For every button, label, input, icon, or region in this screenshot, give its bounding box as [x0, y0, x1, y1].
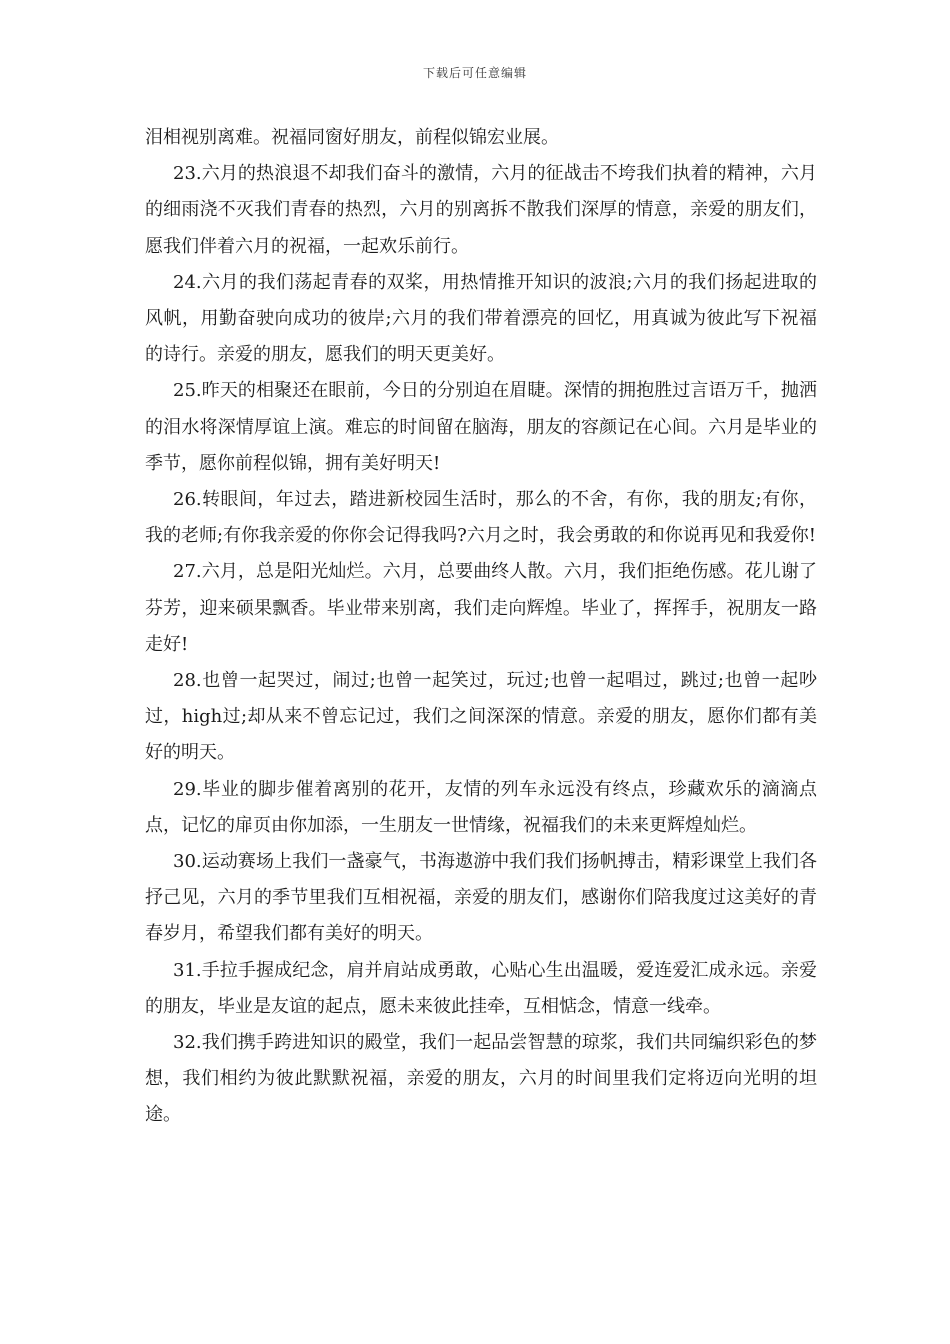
paragraph-continuation: 泪相视别离难。祝福同窗好朋友，前程似锦宏业展。	[145, 127, 559, 148]
paragraph-item-27: 27.六月，总是阳光灿烂。六月，总要曲终人散。六月，我们拒绝伤感。花儿谢了芬芳，迎来硕果飘香。毕业带来别离，我们走向辉煌。毕业了，挥挥手，祝朋友一路走好!	[145, 561, 817, 655]
page-header: 下载后可任意编辑	[422, 66, 527, 80]
paragraph-item-26: 26.转眼间，年过去，踏进新校园生活时，那么的不舍，有你，我的朋友;有你，我的老师;有你我亲爱的你你会记得我吗?六月之时，我会勇敢的和你说再见和我爱你!	[145, 489, 817, 547]
paragraph-item-24: 24.六月的我们荡起青春的双桨，用热情推开知识的波浪;六月的我们扬起进取的风帆，用勤奋驶向成功的彼岸;六月的我们带着漂亮的回忆，用真诚为彼此写下祝福的诗行。亲爱的朋友，愿我们的明天更美好。	[145, 271, 817, 366]
paragraph-item-28: 28.也曾一起哭过，闹过;也曾一起笑过，玩过;也曾一起唱过，跳过;也曾一起吵过，high过;却从来不曾忘记过，我们之间深深的情意。亲爱的朋友，愿你们都有美好的明天。	[145, 670, 817, 764]
document-body	[145, 120, 817, 1134]
paragraph-item-30: 30.运动赛场上我们一盏豪气，书海遨游中我们我们扬帆搏击，精彩课堂上我们各抒己见，六月的季节里我们互相祝福，亲爱的朋友们，感谢你们陪我度过这美好的青春岁月，希望我们都有美好的明天。	[145, 851, 817, 945]
paragraph-item-32: 32.我们携手跨进知识的殿堂，我们一起品尝智慧的琼浆，我们共同编织彩色的梦想，我们相约为彼此默默祝福，亲爱的朋友，六月的时间里我们定将迈向光明的坦途。	[145, 1032, 817, 1126]
paragraph-item-25: 25.昨天的相聚还在眼前，今日的分别迫在眉睫。深情的拥抱胜过言语万千，抛洒的泪水将深情厚谊上演。难忘的时间留在脑海，朋友的容颜记在心间。六月是毕业的季节，愿你前程似锦，拥有美好明天!	[145, 380, 817, 474]
paragraph-item-31: 31.手拉手握成纪念，肩并肩站成勇敢，心贴心生出温暖，爱连爱汇成永远。亲爱的朋友，毕业是友谊的起点，愿未来彼此挂牵，互相惦念，情意一线牵。	[145, 959, 817, 1017]
paragraph-item-29: 29.毕业的脚步催着离别的花开，友情的列车永远没有终点，珍藏欢乐的滴滴点点，记忆的扉页由你加添，一生朋友一世情缘，祝福我们的未来更辉煌灿烂。	[145, 778, 817, 836]
paragraph-item-23: 23.六月的热浪退不却我们奋斗的激情，六月的征战击不垮我们执着的精神，六月的细雨浇不灭我们青春的热烈，六月的别离拆不散我们深厚的情意，亲爱的朋友们，愿我们伴着六月的祝福，一起欢乐前行。	[145, 163, 817, 257]
